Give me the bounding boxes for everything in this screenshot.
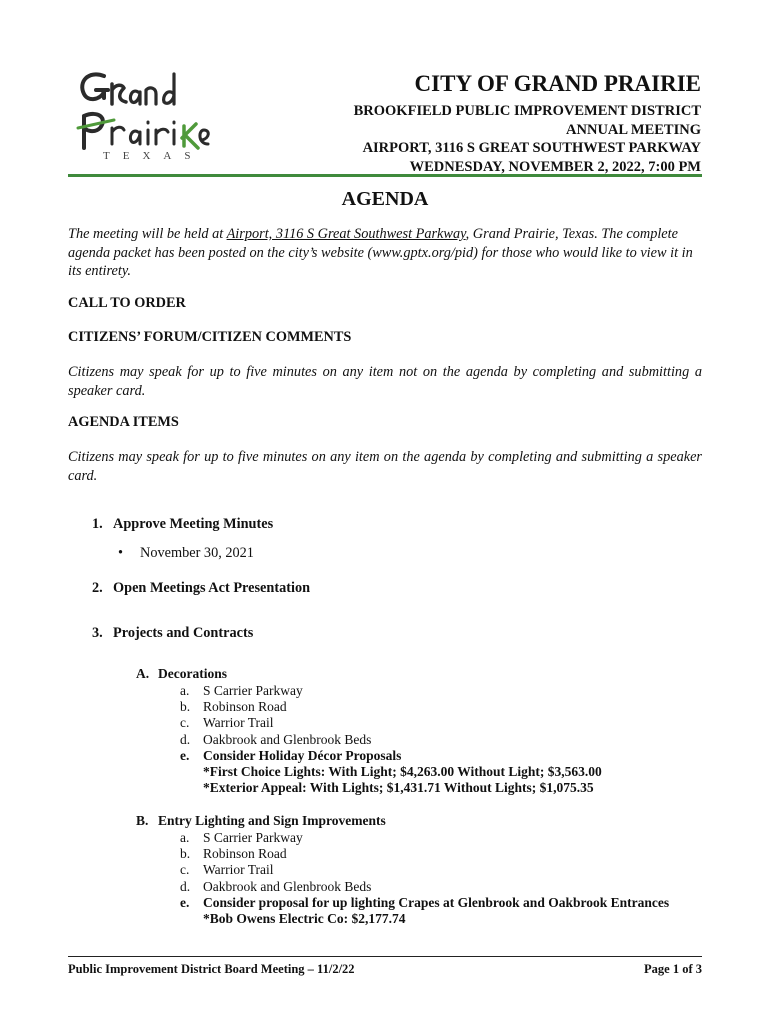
item-title: Open Meetings Act Presentation — [113, 580, 311, 596]
location-link[interactable]: Airport, 3116 S Great Southwest Parkway — [226, 226, 466, 242]
list-text: Warrior Trail — [203, 715, 274, 731]
list-letter: d. — [180, 731, 191, 747]
header-divider — [68, 174, 702, 177]
district-line: BROOKFIELD PUBLIC IMPROVEMENT DISTRICT — [353, 103, 701, 119]
list-text: S Carrier Parkway — [203, 683, 303, 698]
subitem-title: Entry Lighting and Sign Improvements — [158, 813, 386, 828]
item-title: Projects and Contracts — [113, 625, 254, 641]
list-letter: e. — [180, 894, 190, 910]
subitem-title: Decorations — [158, 666, 227, 681]
page-footer — [68, 962, 702, 977]
item-number: 1. — [92, 516, 103, 532]
proposal-line: *First Choice Lights: With Light; $4,263.00 Without Light; $3,563.00 — [203, 764, 602, 780]
date-line: WEDNESDAY, NOVEMBER 2, 2022, 7:00 PM — [409, 158, 701, 175]
subitem-b-list — [180, 830, 669, 927]
bullet-icon: • — [118, 545, 124, 561]
list-text: Consider Holiday Décor Proposals — [203, 747, 402, 763]
list-text: Robinson Road — [203, 846, 287, 862]
agenda-item-1 — [92, 516, 273, 533]
list-letter: c. — [180, 715, 190, 731]
list-letter: b. — [180, 699, 191, 715]
citizens-forum-heading: CITIZENS’ FORUM/CITIZEN COMMENTS — [68, 329, 352, 345]
call-to-order-heading: CALL TO ORDER — [68, 295, 186, 311]
logo-state-text: TEXAS — [103, 150, 204, 162]
location-line: AIRPORT, 3116 S GREAT SOUTHWEST PARKWAY — [362, 140, 701, 156]
page-number: Page 1 of 3 — [644, 962, 702, 976]
list-item — [180, 879, 669, 895]
subitem-a-list — [180, 683, 602, 796]
list-letter: b. — [180, 846, 191, 862]
bullet-text: November 30, 2021 — [140, 545, 254, 561]
footer-divider — [68, 956, 702, 957]
subitem-letter: B. — [136, 813, 149, 828]
citizens-forum-text: Citizens may speak for up to five minutes on any item not on the agenda by completing and submitting a speaker card. — [68, 364, 702, 399]
list-item — [180, 830, 669, 846]
list-text: S Carrier Parkway — [203, 830, 303, 845]
list-item — [180, 846, 669, 862]
subitem-a-heading — [136, 666, 227, 682]
item-1-bullet — [118, 545, 254, 562]
list-text: Consider proposal for up lighting Crapes at Glenbrook and Oakbrook Entrances — [203, 894, 670, 910]
list-letter: d. — [180, 878, 191, 894]
list-text: Oakbrook and Glenbrook Beds — [203, 878, 372, 894]
footer-title: Public Improvement District Board Meeting – 11/2/22 — [68, 962, 355, 976]
list-letter: a. — [180, 830, 190, 845]
list-item — [180, 862, 669, 878]
intro-post: , Grand Prairie, Texas. The complete agenda packet has been posted on the city’s website (www.gptx.org/pid) for those who would like to view it in its entirety. — [68, 226, 693, 279]
list-item — [180, 895, 669, 911]
meeting-type-line: ANNUAL MEETING — [566, 121, 701, 138]
agenda-item-3 — [92, 625, 253, 642]
proposal-line: *Exterior Appeal: With Lights; $1,431.71 Without Lights; $1,075.35 — [203, 780, 594, 796]
subitem-b-heading — [136, 813, 386, 829]
list-text: Oakbrook and Glenbrook Beds — [203, 731, 372, 747]
list-letter: c. — [180, 862, 190, 878]
subitem-letter: A. — [136, 666, 150, 681]
list-text: Robinson Road — [203, 699, 287, 715]
item-number: 3. — [92, 625, 103, 641]
list-item — [180, 683, 602, 699]
list-letter: a. — [180, 683, 190, 698]
list-letter: e. — [180, 747, 190, 763]
intro-pre: The meeting will be held at — [68, 226, 227, 242]
list-text: Warrior Trail — [203, 862, 274, 878]
intro-paragraph — [68, 225, 702, 281]
proposal-line: *Bob Owens Electric Co: $2,177.74 — [203, 911, 406, 927]
list-item — [180, 732, 602, 748]
meeting-header — [354, 70, 701, 176]
item-number: 2. — [92, 580, 103, 596]
list-item — [180, 715, 602, 731]
city-title: CITY OF GRAND PRAIRIE — [414, 71, 701, 96]
agenda-items-text: Citizens may speak for up to five minutes on any item on the agenda by completing and submitting a speaker card. — [68, 449, 702, 484]
list-item — [180, 748, 602, 764]
list-item — [180, 699, 602, 715]
agenda-items-heading: AGENDA ITEMS — [68, 414, 179, 430]
item-title: Approve Meeting Minutes — [113, 516, 274, 532]
agenda-item-2 — [92, 580, 310, 597]
agenda-title: AGENDA — [341, 188, 429, 210]
